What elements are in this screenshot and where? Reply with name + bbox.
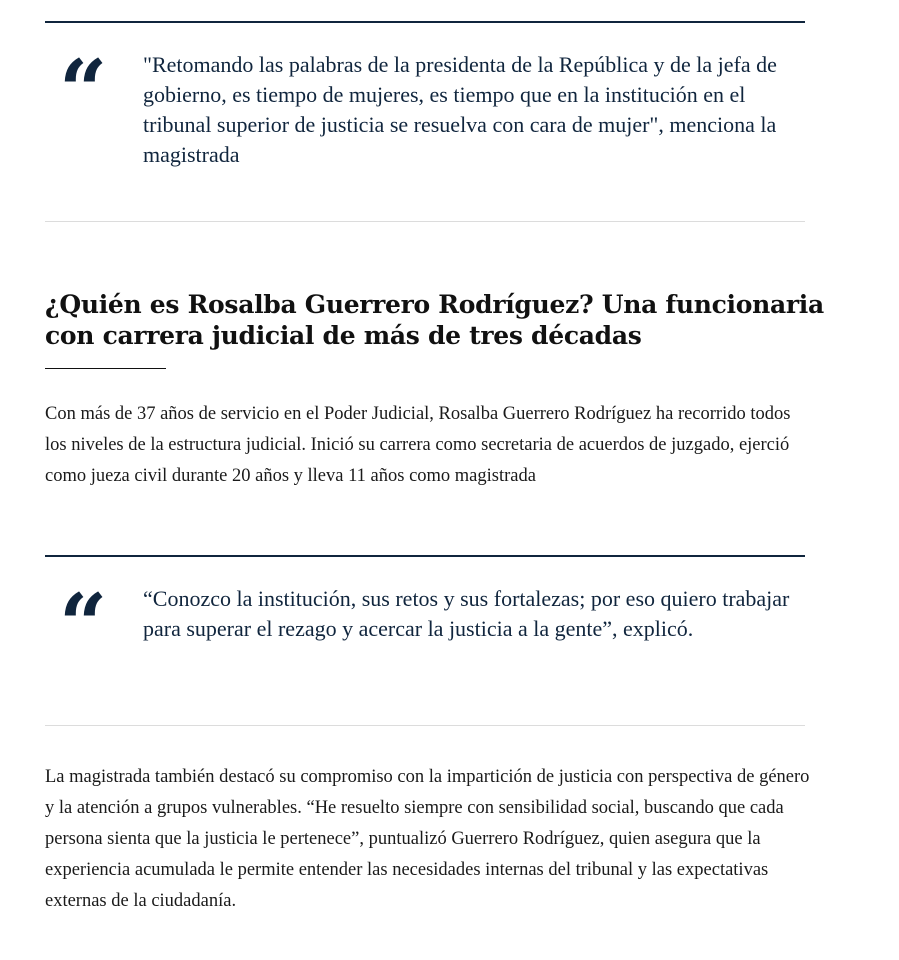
quote-bottom-rule — [45, 725, 805, 726]
quote-text: “Conozco la institución, sus retos y sus fortalezas; por eso quiero trabajar para superar el rezago y acercar la justicia a la gente”, explicó. — [143, 586, 790, 641]
quote-open-icon: “ — [59, 41, 108, 140]
quote-top-rule — [45, 555, 805, 557]
paragraph: Con más de 37 años de servicio en el Poder Judicial, Rosalba Guerrero Rodríguez ha recorrido todos los niveles de la estructura judicial. Inició su carrera como secretaria de acuerdos de juzgado, ejerció como jueza civil durante 20 años y lleva 11 años como magistrada — [45, 404, 791, 486]
quote-bottom-rule — [45, 221, 805, 222]
section-heading: ¿Quién es Rosalba Guerrero Rodríguez? Una funcionaria con carrera judicial de más de tres décadas — [45, 290, 824, 350]
blockquote-2 — [45, 555, 805, 727]
quote-text: "Retomando las palabras de la presidenta de la República y de la jefa de gobierno, es tiempo de mujeres, es tiempo que en la institución en el tribunal superior de justicia se resuelva con cara de mujer", menciona la magistrada — [143, 52, 777, 167]
quote-open-icon: “ — [59, 575, 108, 674]
heading-underline — [45, 368, 166, 369]
quote-top-rule — [45, 21, 805, 23]
blockquote-1 — [45, 21, 805, 223]
paragraph: La magistrada también destacó su compromiso con la impartición de justicia con perspectiva de género y la atención a grupos vulnerables. “He resuelto siempre con sensibilidad social, buscando que cada persona sienta que la justicia le pertenece”, puntualizó Guerrero Rodríguez, quien asegura que la experiencia acumulada le permite entender las necesidades internas del tribunal y las expectativas externas de la ciudadanía. — [45, 767, 810, 911]
